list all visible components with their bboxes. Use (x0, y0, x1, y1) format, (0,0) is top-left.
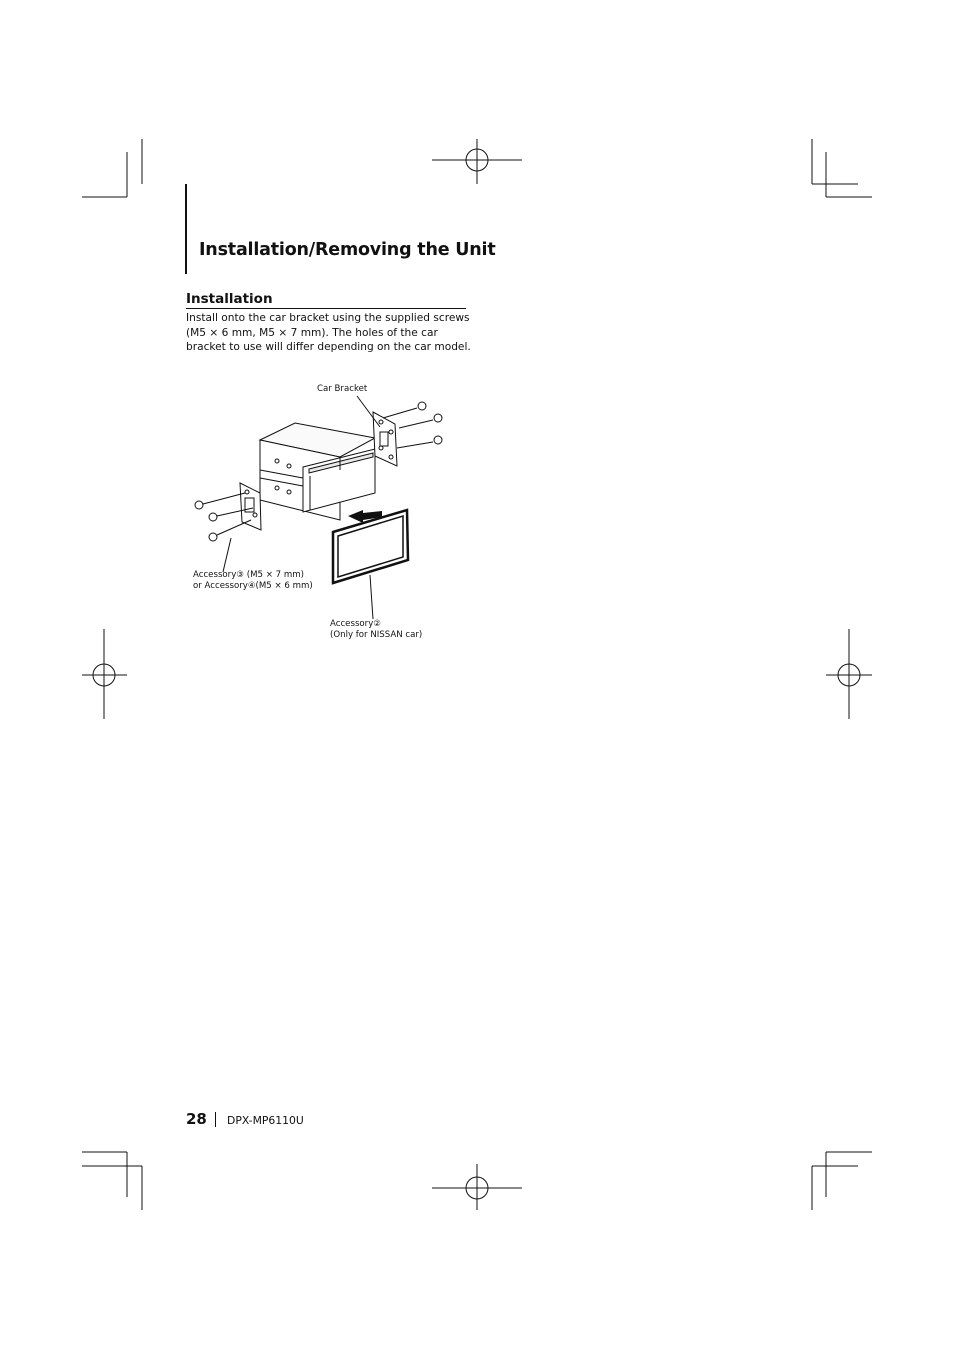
footer-divider (215, 1112, 216, 1127)
label-accessory-screws-2: or Accessory④(M5 × 6 mm) (193, 581, 313, 591)
model-name: DPX-MP6110U (227, 1114, 304, 1127)
page-title: Installation/Removing the Unit (199, 240, 496, 260)
section-heading (186, 288, 466, 309)
car-bracket-right-drawing (373, 412, 397, 466)
frame-drawing (333, 510, 408, 583)
head-unit-drawing (260, 423, 375, 520)
label-accessory-frame-1: Accessory② (330, 619, 382, 629)
body-text: Install onto the car bracket using the supplied screws (M5 × 6 mm, M5 × 7 mm). The holes of the car bracket to use will differ depending on the car model. (186, 312, 471, 354)
label-accessory-frame-2: (Only for NISSAN car) (330, 630, 423, 640)
page-number: 28 (186, 1110, 207, 1128)
title-accent-bar (185, 184, 187, 274)
section-heading-text: Installation (186, 291, 273, 307)
label-accessory-screws-1: Accessory③ (M5 × 7 mm) (193, 570, 304, 580)
label-car-bracket: Car Bracket (317, 384, 368, 394)
installation-illustration (185, 380, 485, 650)
